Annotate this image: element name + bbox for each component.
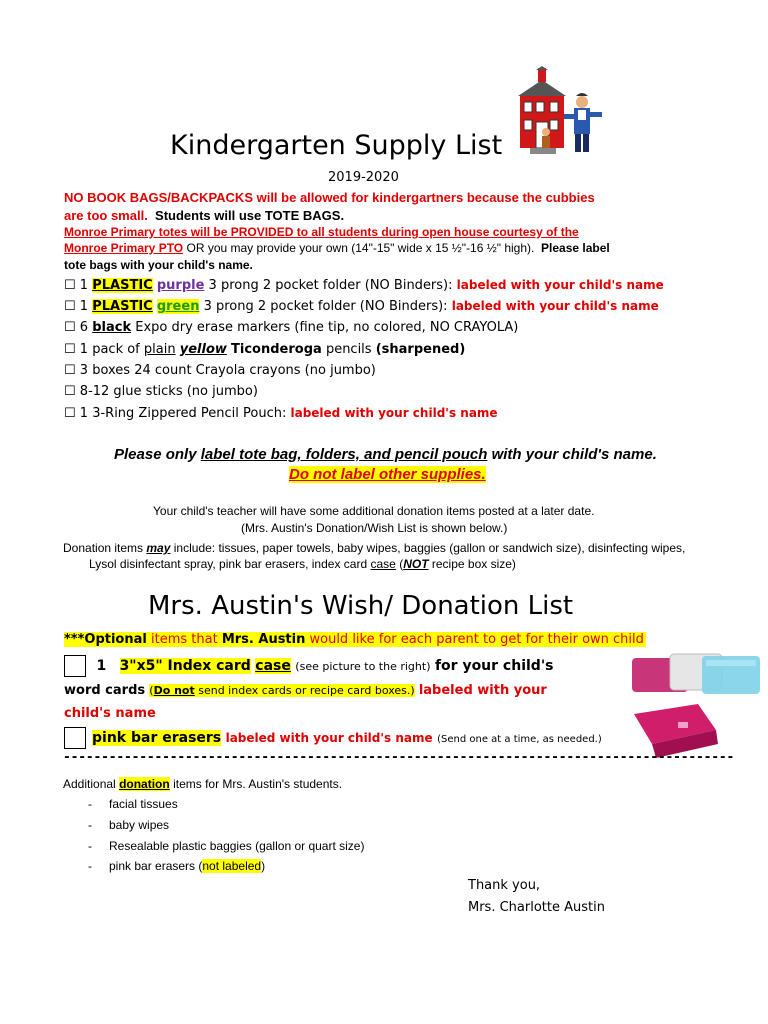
wish-item-index-case: 1 3"x5" Index card case (see picture to the right) for your child's	[64, 655, 553, 677]
section-divider: ----------------------------------------------------------------------------------------	[63, 750, 735, 765]
supply-item-crayons: ☐ 3 boxes 24 count Crayola crayons (no jumbo)	[64, 363, 376, 378]
checkbox-icon[interactable]: ☐	[64, 320, 76, 335]
supply-item-glue-sticks: ☐ 8-12 glue sticks (no jumbo)	[64, 384, 258, 399]
wish-list-title: Mrs. Austin's Wish/ Donation List	[148, 591, 574, 621]
bullet-icon: -	[88, 797, 92, 811]
notice-line-5: tote bags with your child's name.	[64, 258, 253, 272]
checkbox-icon[interactable]: ☐	[64, 299, 76, 314]
checkbox[interactable]	[64, 727, 86, 749]
wish-item-index-case-label: child's name	[64, 706, 156, 721]
bullet-icon: -	[88, 818, 92, 832]
teacher-note-line-2: (Mrs. Austin's Donation/Wish List is shown below.)	[241, 521, 508, 535]
schoolhouse-illustration	[512, 66, 610, 158]
notice-line-4: Monroe Primary PTO OR you may provide your own (14"-15" wide x 15 ½"-16 ½" high). Please label	[64, 241, 610, 255]
page-title: Kindergarten Supply List	[170, 130, 503, 161]
notice-line-3: Monroe Primary totes will be PROVIDED to all students during open house courtesy of the	[64, 225, 579, 239]
supply-item-purple-folder: ☐ 1 PLASTIC purple 3 prong 2 pocket folder (NO Binders): labeled with your child's name	[64, 278, 664, 293]
list-item: - facial tissues	[88, 797, 178, 811]
checkbox-icon[interactable]: ☐	[64, 406, 76, 421]
label-note-line-2: Do not label other supplies.	[289, 466, 486, 483]
list-item: - baby wipes	[88, 818, 170, 832]
teacher-note-line-3: Donation items may include: tissues, paper towels, baby wipes, baggies (gallon or sandwich size), disinfecting wipes,	[63, 541, 686, 555]
checkbox-icon[interactable]: ☐	[64, 342, 76, 357]
wish-item-pink-erasers: pink bar erasers labeled with your child's name (Send one at a time, as needed.)	[64, 727, 602, 749]
supply-item-green-folder: ☐ 1 PLASTIC green 3 prong 2 pocket folder (NO Binders): labeled with your child's name	[64, 299, 659, 314]
list-item: - Resealable plastic baggies (gallon or quart size)	[88, 839, 365, 853]
supply-item-markers: ☐ 6 black Expo dry erase markers (fine tip, no colored, NO CRAYOLA)	[64, 320, 519, 335]
notice-line-1: NO BOOK BAGS/BACKPACKS will be allowed for kindergartners because the cubbies	[64, 190, 595, 205]
checkbox-icon[interactable]: ☐	[64, 278, 76, 293]
optional-note: ***Optional items that Mrs. Austin would like for each parent to get for their own child	[64, 632, 644, 647]
checkbox-icon[interactable]: ☐	[64, 363, 76, 378]
supply-item-pencils: ☐ 1 pack of plain yellow Ticonderoga pencils (sharpened)	[64, 342, 466, 357]
index-card-cases-picture	[626, 650, 766, 762]
notice-line-2: are too small. Students will use TOTE BAGS.	[64, 208, 345, 223]
list-item: - pink bar erasers (not labeled)	[88, 859, 266, 873]
signoff-name: Mrs. Charlotte Austin	[468, 900, 605, 915]
checkbox[interactable]	[64, 655, 86, 677]
school-year: 2019-2020	[328, 170, 399, 185]
supply-item-pencil-pouch: ☐ 1 3-Ring Zippered Pencil Pouch: labeled with your child's name	[64, 406, 498, 421]
label-note-line-1: Please only label tote bag, folders, and pencil pouch with your child's name.	[114, 446, 657, 463]
wish-item-index-case-cont: word cards (Do not send index cards or recipe card boxes.) labeled with your	[64, 683, 547, 698]
bullet-icon: -	[88, 859, 92, 873]
checkbox-icon[interactable]: ☐	[64, 384, 76, 399]
teacher-note-line-1: Your child's teacher will have some additional donation items posted at a later date.	[153, 504, 595, 518]
teacher-note-line-4: Lysol disinfectant spray, pink bar erasers, index card case (NOT recipe box size)	[89, 557, 516, 571]
bullet-icon: -	[88, 839, 92, 853]
additional-heading: Additional donation items for Mrs. Austin's students.	[63, 777, 343, 791]
signoff-thanks: Thank you,	[468, 878, 541, 893]
